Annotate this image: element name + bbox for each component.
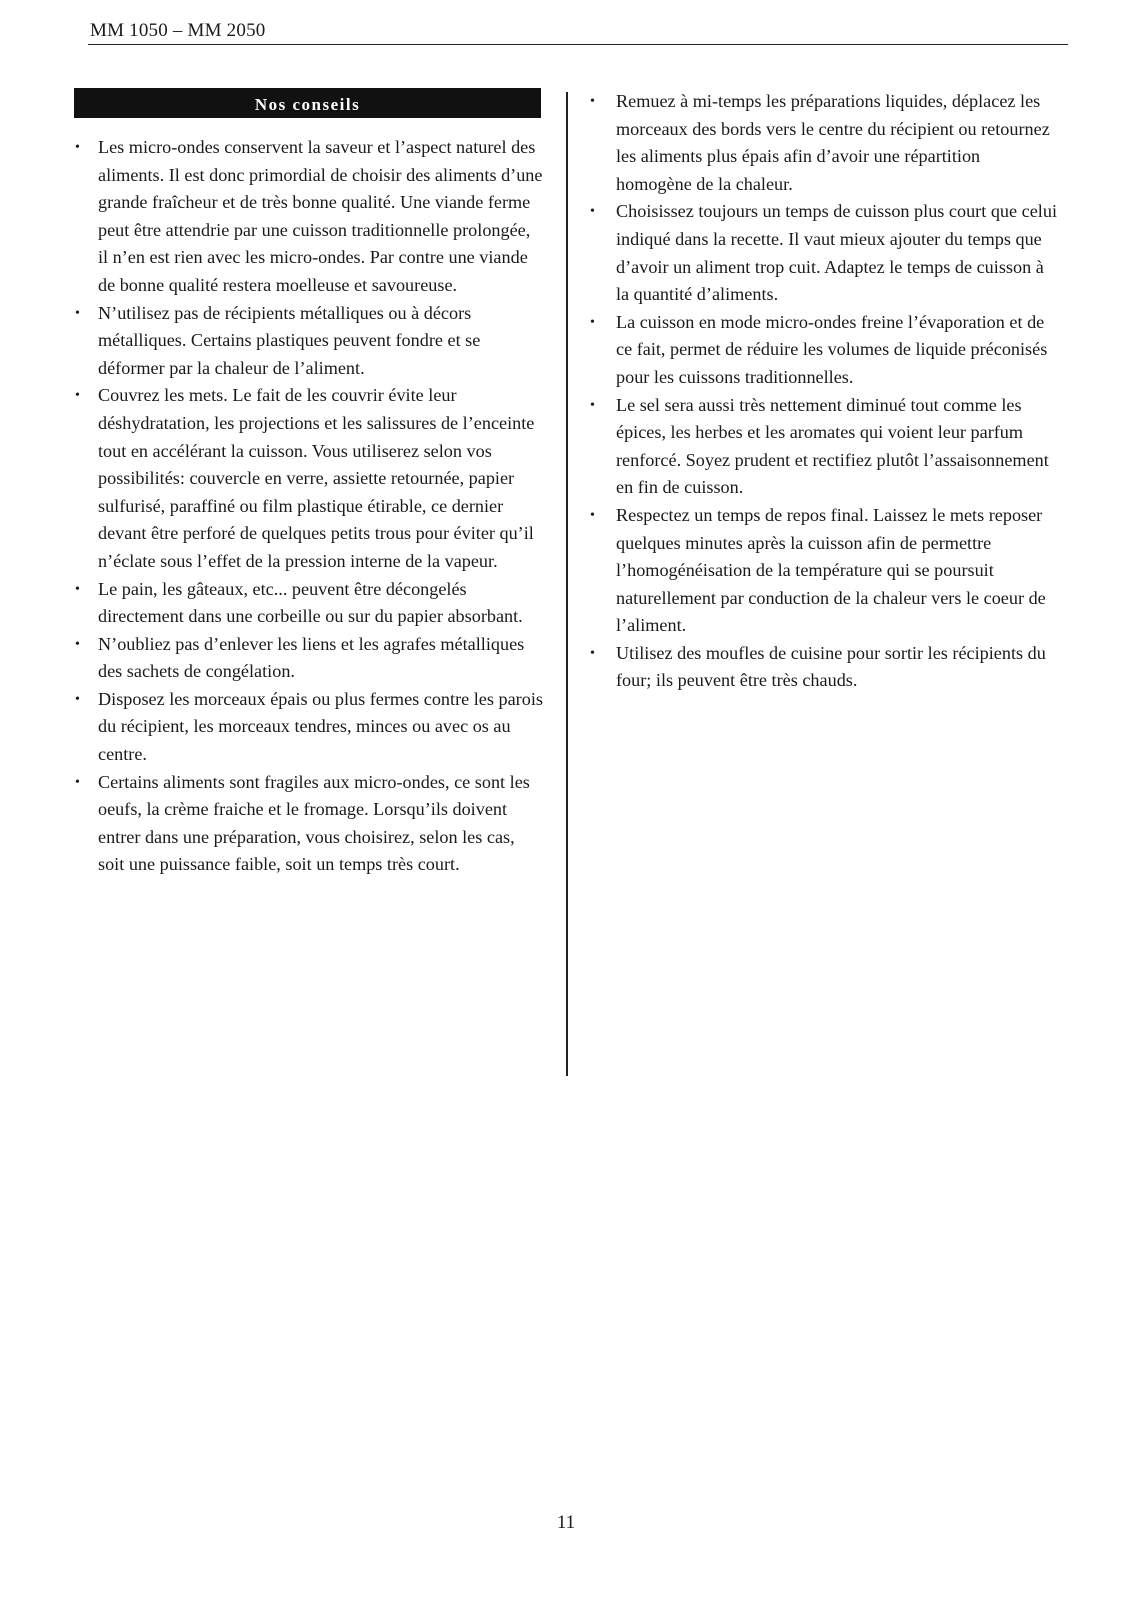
tip-item: [74, 576, 544, 631]
tip-text: Choisissez toujours un temps de cuisson plus court que celui indiqué dans la recette. Il vaut mieux ajouter du temps que d’avoir un aliment trop cuit. Adaptez le temps de cuisson à la quantité d’aliments.: [616, 201, 1057, 305]
tip-item: [74, 382, 544, 575]
bullet-icon: •: [75, 305, 80, 321]
tip-text: Couvrez les mets. Le fait de les couvrir évite leur déshydratation, les projections et les salissures de l’enceinte tout en accélérant la cuisson. Vous utiliserez selon vos possibilités: couvercle en verre, assiette retournée, papier sulfurisé, paraffiné ou film plastique étirable, ce dernier devant être perforé de quelques petits trous pour éviter qu’il n’éclate sous l’effet de la pression interne de la vapeur.: [98, 385, 535, 571]
tip-text: La cuisson en mode micro-ondes freine l’évaporation et de ce fait, permet de réduire les volumes de liquide préconisés pour les cuissons traditionnelles.: [616, 311, 1048, 387]
left-tips-list: [74, 134, 544, 879]
left-column: [74, 88, 544, 879]
tip-item: [589, 502, 1059, 640]
tip-item: [589, 392, 1059, 502]
bullet-icon: •: [75, 691, 80, 707]
bullet-icon: •: [75, 388, 80, 404]
tip-text: Les micro-ondes conservent la saveur et l’aspect naturel des aliments. Il est donc primordial de choisir des aliments d’une grande fraîcheur et de très bonne qualité. Une viande ferme peut être attendrie par une cuisson traditionnelle prolongée, il n’en est rien avec les micro-ondes. Par contre une viande de bonne qualité restera moelleuse et savoureuse.: [98, 137, 543, 295]
bullet-icon: •: [75, 581, 80, 597]
tip-text: Respectez un temps de repos final. Laissez le mets reposer quelques minutes après la cuisson afin de permettre l’homogénéisation de la température qui se poursuit naturellement par conduction de la chaleur vers le coeur de l’aliment.: [616, 504, 1046, 636]
right-column: [589, 88, 1059, 695]
bullet-icon: •: [75, 636, 80, 652]
tip-item: [589, 640, 1059, 695]
tip-text: Certains aliments sont fragiles aux micro-ondes, ce sont les oeufs, la crème fraiche et le fromage. Lorsqu’ils doivent entrer dans une préparation, vous choisirez, selon les cas, soit une puissance faible, soit un temps très court.: [98, 771, 530, 875]
tip-text: Le pain, les gâteaux, etc... peuvent être décongelés directement dans une corbeille ou sur du papier absorbant.: [98, 578, 523, 627]
bullet-icon: •: [75, 774, 80, 790]
tip-item: [74, 686, 544, 769]
bullet-icon: •: [590, 397, 595, 413]
tip-item: [74, 134, 544, 300]
column-divider: [566, 92, 568, 1076]
bullet-icon: •: [590, 645, 595, 661]
tip-item: [74, 769, 544, 879]
bullet-icon: •: [75, 140, 80, 155]
tip-text: N’utilisez pas de récipients métalliques ou à décors métalliques. Certains plastiques peuvent fondre et se déformer par la chaleur de l’aliment.: [98, 302, 481, 378]
tip-text: Disposez les morceaux épais ou plus fermes contre les parois du récipient, les morceaux tendres, minces ou avec os au centre.: [98, 688, 543, 765]
tip-text: Le sel sera aussi très nettement diminué tout comme les épices, les herbes et les aromates qui voient leur parfum renforcé. Soyez prudent et rectifiez plutôt l’assaisonnement en fin de cuisson.: [616, 394, 1049, 498]
bullet-icon: •: [590, 94, 595, 109]
tip-text: Utilisez des moufles de cuisine pour sortir les récipients du four; ils peuvent être très chauds.: [616, 642, 1046, 691]
tip-item: [589, 198, 1059, 308]
tip-item: [74, 300, 544, 383]
tip-item: [589, 309, 1059, 392]
page-number: 11: [556, 1512, 576, 1533]
bullet-icon: •: [590, 204, 595, 220]
page-header: [88, 18, 1068, 45]
tip-text: N’oubliez pas d’enlever les liens et les agrafes métalliques des sachets de congélation.: [98, 633, 525, 682]
tip-item: [589, 88, 1059, 198]
tip-text: Remuez à mi-temps les préparations liquides, déplacez les morceaux des bords vers le centre du récipient ou retournez les aliments plus épais afin d’avoir une répartition homogène de la chaleur.: [616, 91, 1050, 194]
section-title: Nos conseils: [74, 88, 541, 118]
bullet-icon: •: [590, 507, 595, 523]
header-model-title: MM 1050 – MM 2050: [90, 20, 266, 41]
tip-item: [74, 631, 544, 686]
right-tips-list: [589, 88, 1059, 695]
bullet-icon: •: [590, 314, 595, 330]
